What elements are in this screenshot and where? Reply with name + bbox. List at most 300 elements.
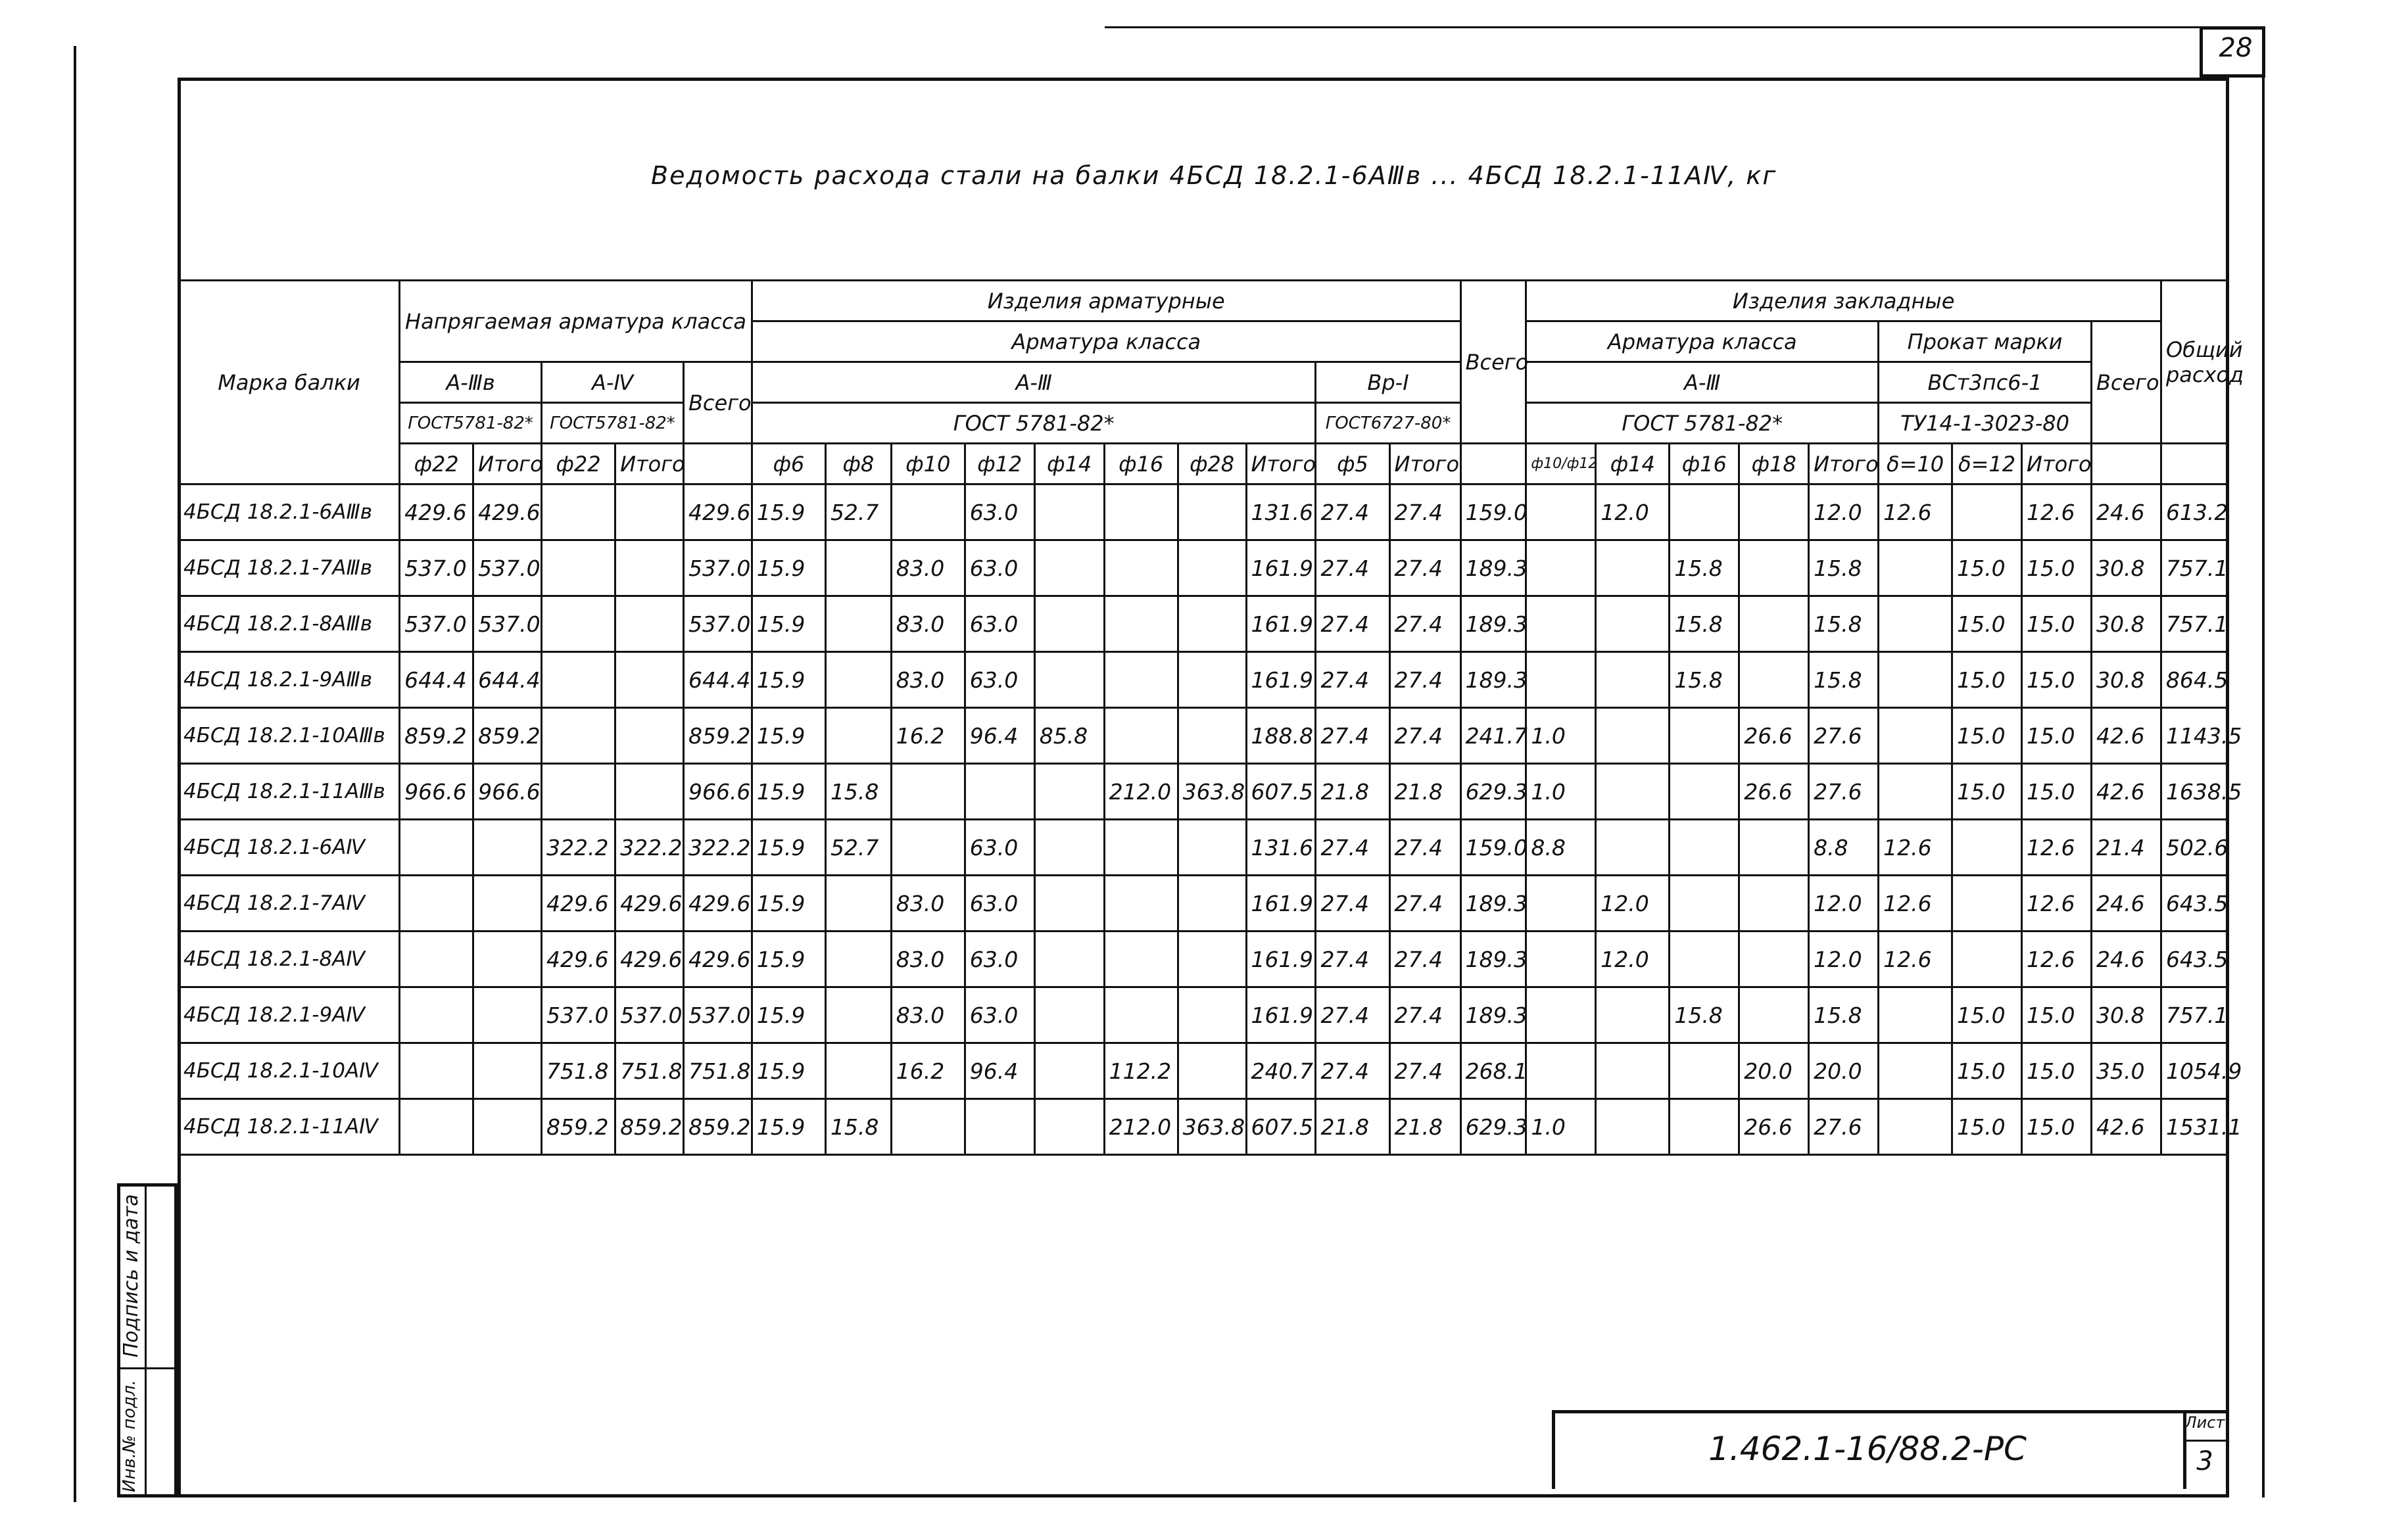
table-cell: 131.6 [1246, 820, 1316, 876]
table-cell [542, 540, 615, 596]
table-cell [1596, 764, 1670, 820]
table-cell [1526, 652, 1596, 708]
table-cell: 131.6 [1246, 484, 1316, 540]
table-cell: 429.6 [683, 876, 752, 932]
table-cell: 27.4 [1316, 596, 1389, 652]
table-cell [1670, 708, 1739, 764]
header-bp1: Вр-Ⅰ [1316, 362, 1460, 403]
table-cell [1739, 596, 1809, 652]
table-cell: 27.4 [1316, 820, 1389, 876]
table-cell: 537.0 [400, 540, 473, 596]
header-phi14e: ф14 [1596, 444, 1670, 484]
table-cell: 859.2 [615, 1099, 684, 1155]
table-cell: 15.9 [752, 1043, 825, 1099]
document-code: 1.462.1-16/88.2-РС [1708, 1430, 2027, 1468]
header-itogo-f: Итого [2022, 444, 2092, 484]
header-phi12: ф12 [965, 444, 1034, 484]
table-cell: 751.8 [683, 1043, 752, 1099]
table-cell: 1.0 [1526, 708, 1596, 764]
table-cell: 27.4 [1389, 708, 1460, 764]
header-phi14: ф14 [1034, 444, 1104, 484]
table-cell: 15.9 [752, 876, 825, 932]
table-cell [1952, 820, 2022, 876]
table-cell [1034, 596, 1104, 652]
table-cell: 966.6 [400, 764, 473, 820]
header-phi8: ф8 [825, 444, 891, 484]
table-cell [1879, 708, 1952, 764]
header-gost-a3: ГОСТ 5781-82* [752, 403, 1316, 444]
table-cell: 15.9 [752, 1099, 825, 1155]
table-cell [1178, 708, 1246, 764]
table-cell: 27.4 [1389, 652, 1460, 708]
table-cell: 1531.1 [2161, 1099, 2228, 1155]
table-cell [1178, 652, 1246, 708]
table-cell: 24.6 [2091, 932, 2161, 987]
table-cell [1034, 540, 1104, 596]
table-cell: 189.3 [1460, 932, 1526, 987]
table-cell: 429.6 [683, 484, 752, 540]
row-mark: 4БСД 18.2.1-11АⅣ [179, 1099, 400, 1155]
table-cell: 12.0 [1596, 932, 1670, 987]
table-cell: 966.6 [473, 764, 542, 820]
table-cell: 15.9 [752, 708, 825, 764]
table-cell [1670, 764, 1739, 820]
table-cell: 83.0 [891, 932, 965, 987]
left-margin-line [74, 46, 76, 1502]
header-itogo-c: Итого [1246, 444, 1316, 484]
table-cell: 322.2 [683, 820, 752, 876]
table-cell [1596, 596, 1670, 652]
row-mark: 4БСД 18.2.1-9АⅢв [179, 652, 400, 708]
table-cell: 27.4 [1389, 932, 1460, 987]
table-cell: 27.4 [1316, 540, 1389, 596]
table-cell: 15.0 [2022, 652, 2092, 708]
header-a4: А-Ⅳ [542, 362, 684, 403]
table-cell: 15.0 [2022, 596, 2092, 652]
table-cell [1104, 708, 1178, 764]
table-cell: 1.0 [1526, 764, 1596, 820]
table-cell: 24.6 [2091, 876, 2161, 932]
table-cell: 24.6 [2091, 484, 2161, 540]
table-cell [1952, 932, 2022, 987]
side-stamp-divider [145, 1183, 147, 1498]
table-cell: 644.4 [473, 652, 542, 708]
table-cell [825, 596, 891, 652]
table-cell [1952, 876, 2022, 932]
table-cell: 35.0 [2091, 1043, 2161, 1099]
table-cell [825, 708, 891, 764]
table-cell: 161.9 [1246, 987, 1316, 1043]
table-cell: 27.6 [1809, 1099, 1879, 1155]
table-cell: 26.6 [1739, 708, 1809, 764]
table-cell: 15.0 [1952, 764, 2022, 820]
table-cell: 8.8 [1526, 820, 1596, 876]
table-cell [615, 652, 684, 708]
header-phi16e: ф16 [1670, 444, 1739, 484]
table-row [179, 708, 2228, 764]
table-cell: 20.0 [1809, 1043, 1879, 1099]
table-cell [400, 876, 473, 932]
header-d10: δ=10 [1879, 444, 1952, 484]
table-cell [1879, 652, 1952, 708]
table-cell [1879, 596, 1952, 652]
header-phi22-a: ф22 [400, 444, 473, 484]
table-cell [1739, 484, 1809, 540]
table-cell: 322.2 [615, 820, 684, 876]
table-cell: 12.0 [1809, 876, 1879, 932]
table-cell: 16.2 [891, 708, 965, 764]
table-cell [1104, 540, 1178, 596]
header-tu: ТУ14-1-3023-80 [1879, 403, 2092, 444]
table-cell [1178, 820, 1246, 876]
header-itogo-d: Итого [1389, 444, 1460, 484]
table-cell: 189.3 [1460, 652, 1526, 708]
table-cell: 159.0 [1460, 820, 1526, 876]
table-cell [1526, 876, 1596, 932]
table-cell [1526, 540, 1596, 596]
side-stamp-divider-h [117, 1367, 178, 1369]
table-cell [1739, 652, 1809, 708]
header-itogo-b: Итого [615, 444, 684, 484]
header-gost-a3v: ГОСТ5781-82* [400, 403, 542, 444]
table-cell: 12.0 [1809, 932, 1879, 987]
row-mark: 4БСД 18.2.1-6АⅢв [179, 484, 400, 540]
table-cell [1034, 764, 1104, 820]
table-cell [1526, 1043, 1596, 1099]
sheet-number: 28 [2219, 33, 2253, 63]
row-mark: 4БСД 18.2.1-8АⅢв [179, 596, 400, 652]
table-cell [1596, 540, 1670, 596]
table-cell: 83.0 [891, 876, 965, 932]
table-cell: 15.0 [1952, 596, 2022, 652]
table-cell: 966.6 [683, 764, 752, 820]
table-cell: 537.0 [400, 596, 473, 652]
table-cell: 20.0 [1739, 1043, 1809, 1099]
header-gost-bp1: ГОСТ6727-80* [1316, 403, 1460, 444]
table-cell: 21.8 [1316, 764, 1389, 820]
table-cell: 83.0 [891, 596, 965, 652]
table-cell: 12.6 [2022, 932, 2092, 987]
table-cell [1034, 484, 1104, 540]
table-cell: 15.0 [1952, 1099, 2022, 1155]
table-cell: 241.7 [1460, 708, 1526, 764]
table-cell [1178, 484, 1246, 540]
table-cell: 15.0 [1952, 652, 2022, 708]
header-overall: Общий расход [2161, 281, 2228, 444]
row-mark: 4БСД 18.2.1-8АⅣ [179, 932, 400, 987]
table-cell: 27.4 [1389, 596, 1460, 652]
table-cell [400, 820, 473, 876]
table-cell [891, 820, 965, 876]
empty-cell [179, 1155, 2228, 1210]
table-cell: 363.8 [1178, 1099, 1246, 1155]
table-cell [473, 876, 542, 932]
table-cell: 537.0 [473, 596, 542, 652]
table-cell [615, 540, 684, 596]
table-cell: 12.6 [2022, 820, 2092, 876]
table-cell: 15.0 [1952, 1043, 2022, 1099]
table-cell: 864.5 [2161, 652, 2228, 708]
table-cell [615, 484, 684, 540]
table-row [179, 540, 2228, 596]
table-cell: 83.0 [891, 987, 965, 1043]
table-cell [1526, 932, 1596, 987]
table-cell: 859.2 [400, 708, 473, 764]
table-cell [1034, 1099, 1104, 1155]
table-cell: 15.0 [2022, 1099, 2092, 1155]
table-cell [1104, 484, 1178, 540]
table-cell: 189.3 [1460, 876, 1526, 932]
table-cell: 15.0 [2022, 708, 2092, 764]
table-cell: 322.2 [542, 820, 615, 876]
table-cell [1526, 987, 1596, 1043]
table-cell: 537.0 [683, 540, 752, 596]
table-cell: 859.2 [683, 708, 752, 764]
table-cell: 607.5 [1246, 764, 1316, 820]
table-cell: 52.7 [825, 484, 891, 540]
table-cell [1034, 876, 1104, 932]
table-cell: 83.0 [891, 652, 965, 708]
header-phi22-b: ф22 [542, 444, 615, 484]
table-cell [1670, 1043, 1739, 1099]
table-cell: 30.8 [2091, 596, 2161, 652]
table-cell [473, 1099, 542, 1155]
table-cell: 21.8 [1389, 1099, 1460, 1155]
table-cell: 757.1 [2161, 987, 2228, 1043]
table-cell: 15.8 [1809, 540, 1879, 596]
table-cell [542, 708, 615, 764]
table-cell: 12.6 [1879, 820, 1952, 876]
table-cell: 26.6 [1739, 764, 1809, 820]
header-phi16: ф16 [1104, 444, 1178, 484]
table-row [179, 876, 2228, 932]
table-cell: 15.0 [2022, 987, 2092, 1043]
table-cell: 502.6 [2161, 820, 2228, 876]
table-cell: 16.2 [891, 1043, 965, 1099]
table-row [179, 1043, 2228, 1099]
table-cell: 859.2 [542, 1099, 615, 1155]
table-cell: 859.2 [473, 708, 542, 764]
table-cell [1596, 652, 1670, 708]
table-cell: 27.4 [1316, 708, 1389, 764]
table-cell: 63.0 [965, 820, 1034, 876]
table-cell [1104, 987, 1178, 1043]
table-cell: 429.6 [542, 932, 615, 987]
table-cell [1034, 932, 1104, 987]
table-cell [1104, 596, 1178, 652]
header-phi10: ф10 [891, 444, 965, 484]
header-gost-a3-emb: ГОСТ 5781-82* [1526, 403, 1879, 444]
list-divider [2183, 1440, 2229, 1442]
table-cell: 363.8 [1178, 764, 1246, 820]
table-cell [473, 932, 542, 987]
table-cell: 212.0 [1104, 764, 1178, 820]
table-cell: 15.8 [1670, 652, 1739, 708]
table-cell: 537.0 [683, 596, 752, 652]
table-cell [1526, 484, 1596, 540]
header-phi6: ф6 [752, 444, 825, 484]
table-cell: 644.4 [683, 652, 752, 708]
table-cell: 429.6 [473, 484, 542, 540]
table-cell: 63.0 [965, 484, 1034, 540]
row-mark: 4БСД 18.2.1-11АⅢв [179, 764, 400, 820]
table-cell [1596, 1043, 1670, 1099]
table-cell: 15.8 [1809, 987, 1879, 1043]
table-cell: 15.8 [1809, 596, 1879, 652]
table-cell: 188.8 [1246, 708, 1316, 764]
table-cell: 429.6 [615, 932, 684, 987]
header-a3: А-Ⅲ [752, 362, 1316, 403]
table-cell: 21.8 [1316, 1099, 1389, 1155]
table-cell: 268.1 [1460, 1043, 1526, 1099]
table-cell: 83.0 [891, 540, 965, 596]
table-cell: 15.8 [1670, 596, 1739, 652]
table-cell [1670, 932, 1739, 987]
table-cell: 643.5 [2161, 876, 2228, 932]
table-cell: 21.4 [2091, 820, 2161, 876]
inv-label: Инв.№ подл. [120, 1379, 139, 1492]
table-cell: 27.4 [1389, 1043, 1460, 1099]
table-cell [1178, 932, 1246, 987]
table-cell: 15.0 [1952, 987, 2022, 1043]
table-cell [965, 764, 1034, 820]
table-cell: 629.3 [1460, 1099, 1526, 1155]
table-cell: 189.3 [1460, 596, 1526, 652]
header-products: Изделия арматурные [752, 281, 1460, 321]
header-armature-class-emb: Арматура класса [1526, 321, 1879, 362]
table-cell: 15.0 [1952, 540, 2022, 596]
table-cell: 15.9 [752, 764, 825, 820]
table-cell [1739, 876, 1809, 932]
header-armature-class: Арматура класса [752, 321, 1460, 362]
header-a3-emb: А-Ⅲ [1526, 362, 1879, 403]
table-cell: 161.9 [1246, 596, 1316, 652]
table-cell: 537.0 [473, 540, 542, 596]
table-cell: 161.9 [1246, 876, 1316, 932]
header-itogo-e: Итого [1809, 444, 1879, 484]
table-cell [615, 708, 684, 764]
table-cell: 96.4 [965, 1043, 1034, 1099]
table-cell [1526, 596, 1596, 652]
table-cell: 189.3 [1460, 987, 1526, 1043]
table-cell [1034, 987, 1104, 1043]
steel-consumption-table [178, 279, 2244, 1210]
table-cell: 15.0 [2022, 1043, 2092, 1099]
table-cell: 52.7 [825, 820, 891, 876]
header-embedded: Изделия закладные [1526, 281, 2161, 321]
table-cell: 12.0 [1596, 876, 1670, 932]
table-cell [1596, 987, 1670, 1043]
table-cell [1952, 484, 2022, 540]
table-cell: 240.7 [1246, 1043, 1316, 1099]
table-cell [825, 652, 891, 708]
header-blank-4 [2161, 444, 2228, 484]
table-cell [542, 596, 615, 652]
table-cell [1178, 540, 1246, 596]
table-cell: 537.0 [542, 987, 615, 1043]
table-cell [542, 484, 615, 540]
table-cell [1739, 540, 1809, 596]
table-cell: 30.8 [2091, 540, 2161, 596]
table-cell: 21.8 [1389, 764, 1460, 820]
table-cell [1178, 1043, 1246, 1099]
table-cell [1670, 820, 1739, 876]
table-cell: 15.0 [2022, 764, 2092, 820]
table-cell [1879, 540, 1952, 596]
right-edge-line [2262, 78, 2265, 1498]
page-title: Ведомость расхода стали на балки 4БСД 18.2.1-6АⅢв ... 4БСД 18.2.1-11АⅣ, кг [651, 161, 1777, 190]
table-cell: 161.9 [1246, 932, 1316, 987]
table-cell [400, 987, 473, 1043]
table-cell: 26.6 [1739, 1099, 1809, 1155]
table-cell: 12.6 [2022, 876, 2092, 932]
table-cell: 537.0 [683, 987, 752, 1043]
table-row [179, 764, 2228, 820]
header-phi5: ф5 [1316, 444, 1389, 484]
table-cell: 27.4 [1389, 876, 1460, 932]
table-cell: 85.8 [1034, 708, 1104, 764]
table-cell: 429.6 [542, 876, 615, 932]
table-cell [1178, 987, 1246, 1043]
table-cell: 15.9 [752, 484, 825, 540]
table-cell: 751.8 [615, 1043, 684, 1099]
table-cell: 1143.5 [2161, 708, 2228, 764]
header-blank [683, 444, 752, 484]
table-cell: 63.0 [965, 596, 1034, 652]
table-cell: 15.8 [825, 764, 891, 820]
table-cell: 613.2 [2161, 484, 2228, 540]
table-cell [825, 987, 891, 1043]
table-cell: 27.6 [1809, 764, 1879, 820]
table-cell: 12.6 [2022, 484, 2092, 540]
table-cell: 27.4 [1316, 1043, 1389, 1099]
header-steel: ВСт3пс6-1 [1879, 362, 2092, 403]
table-cell: 42.6 [2091, 764, 2161, 820]
header-phi28: ф28 [1178, 444, 1246, 484]
table-cell: 189.3 [1460, 540, 1526, 596]
table-cell: 537.0 [615, 987, 684, 1043]
table-cell: 859.2 [683, 1099, 752, 1155]
table-cell [1034, 652, 1104, 708]
row-mark: 4БСД 18.2.1-7АⅣ [179, 876, 400, 932]
row-mark: 4БСД 18.2.1-6АⅣ [179, 820, 400, 876]
table-cell: 30.8 [2091, 987, 2161, 1043]
table-cell: 63.0 [965, 932, 1034, 987]
table-cell [615, 596, 684, 652]
table-cell: 757.1 [2161, 596, 2228, 652]
table-row [179, 484, 2228, 540]
table-cell [542, 652, 615, 708]
table-cell: 27.4 [1316, 876, 1389, 932]
table-cell [891, 1099, 965, 1155]
table-cell: 30.8 [2091, 652, 2161, 708]
header-gost-a4: ГОСТ5781-82* [542, 403, 684, 444]
table-cell: 161.9 [1246, 652, 1316, 708]
table-cell [825, 876, 891, 932]
table-empty-row [179, 1155, 2228, 1210]
header-prestressed: Напрягаемая арматура класса [400, 281, 752, 362]
table-cell [542, 764, 615, 820]
table-cell: 15.9 [752, 540, 825, 596]
header-blank-2 [1460, 444, 1526, 484]
table-cell: 15.9 [752, 596, 825, 652]
table-cell [1670, 1099, 1739, 1155]
row-mark: 4БСД 18.2.1-10АⅣ [179, 1043, 400, 1099]
table-cell [1104, 876, 1178, 932]
table-cell [1879, 1099, 1952, 1155]
table-cell: 629.3 [1460, 764, 1526, 820]
row-mark: 4БСД 18.2.1-7АⅢв [179, 540, 400, 596]
